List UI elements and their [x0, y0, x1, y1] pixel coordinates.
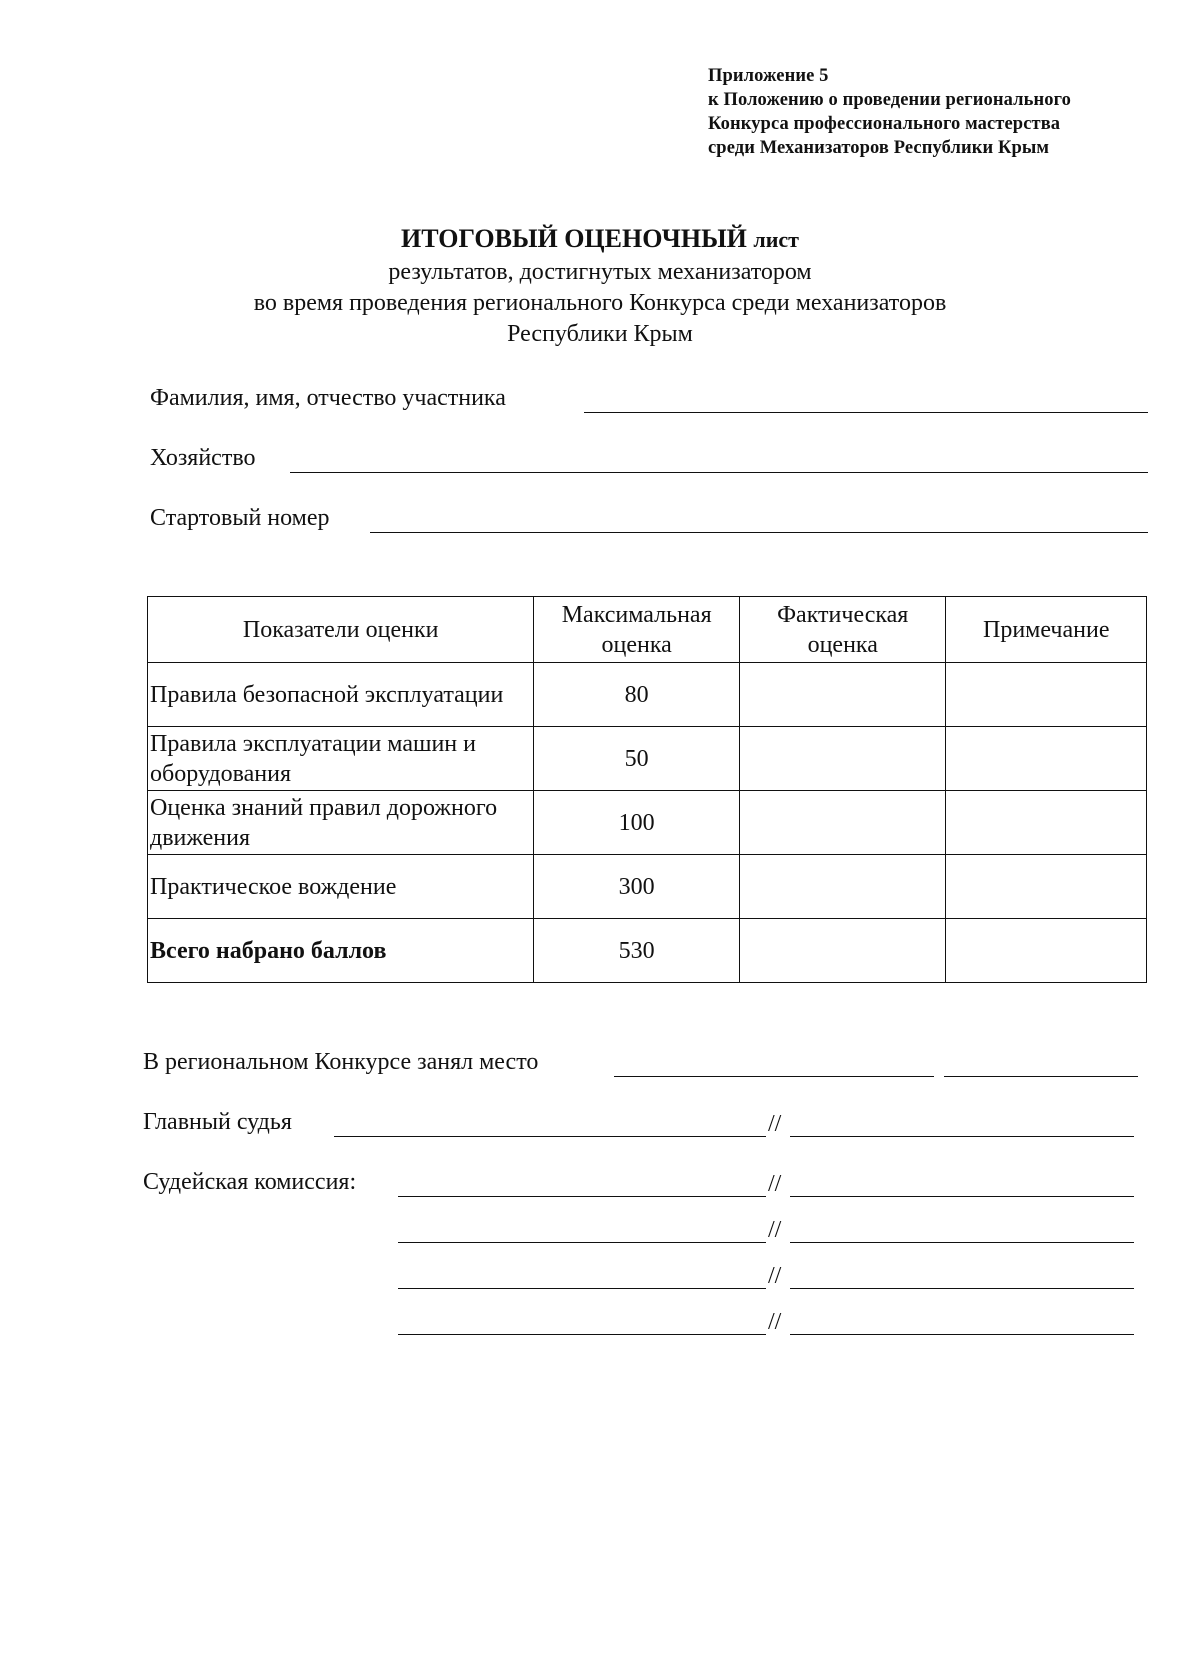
title-main-text: ИТОГОВЫЙ ОЦЕНОЧНЫЙ [401, 224, 747, 253]
commission-name-line-4[interactable] [790, 1334, 1134, 1335]
row-criteria: Оценка знаний правил дорожного движения [148, 791, 534, 855]
total-actual-score[interactable] [739, 919, 945, 983]
row-criteria: Практическое вождение [148, 855, 534, 919]
total-max-score: 530 [534, 919, 740, 983]
appendix-line-3: Конкурса профессионального мастерства [708, 114, 1061, 134]
appendix-note [708, 64, 1071, 160]
commission-separator-2: // [768, 1217, 782, 1243]
row-note[interactable] [946, 727, 1147, 791]
title-line-4: Республики Крым [507, 321, 693, 347]
commission-separator-1: // [768, 1171, 782, 1197]
row-actual-score[interactable] [739, 727, 945, 791]
total-note[interactable] [946, 919, 1147, 983]
row-criteria: Правила безопасной эксплуатации [148, 663, 534, 727]
participant-name-line[interactable] [584, 412, 1148, 413]
place-line-1[interactable] [614, 1076, 934, 1077]
commission-signature-line-3[interactable] [398, 1288, 766, 1289]
total-label: Всего набрано баллов [148, 919, 534, 983]
title-main [0, 222, 1200, 257]
row-actual-score[interactable] [739, 663, 945, 727]
commission-separator-3: // [768, 1263, 782, 1289]
participant-name-label: Фамилия, имя, отчество участника [150, 385, 506, 411]
place-line-2[interactable] [944, 1076, 1138, 1077]
row-note[interactable] [946, 791, 1147, 855]
appendix-line-2: к Положению о проведении регионального [708, 90, 1071, 110]
chief-judge-signature-line[interactable] [334, 1136, 766, 1137]
commission-name-line-1[interactable] [790, 1196, 1134, 1197]
row-actual-score[interactable] [739, 791, 945, 855]
place-label: В региональном Конкурсе занял место [143, 1049, 539, 1075]
row-max-score: 80 [534, 663, 740, 727]
commission-signature-line-1[interactable] [398, 1196, 766, 1197]
row-criteria: Правила эксплуатации машин и оборудования [148, 727, 534, 791]
chief-judge-label: Главный судья [143, 1109, 292, 1135]
table-row [148, 663, 1147, 727]
commission-name-line-3[interactable] [790, 1288, 1134, 1289]
title-main-suffix: лист [753, 227, 799, 252]
commission-signature-line-2[interactable] [398, 1242, 766, 1243]
table-row [148, 727, 1147, 791]
commission-separator-4: // [768, 1309, 782, 1335]
start-number-label: Стартовый номер [150, 505, 330, 531]
table-header-row [148, 597, 1147, 663]
row-note[interactable] [946, 663, 1147, 727]
farm-label: Хозяйство [150, 445, 256, 471]
farm-line[interactable] [290, 472, 1148, 473]
header-actual-score: Фактическая оценка [739, 597, 945, 663]
start-number-line[interactable] [370, 532, 1148, 533]
header-note: Примечание [946, 597, 1147, 663]
title-line-3: во время проведения регионального Конкурса среди механизаторов [253, 290, 947, 316]
document-title [0, 222, 1200, 350]
score-table [147, 596, 1147, 983]
commission-name-line-2[interactable] [790, 1242, 1134, 1243]
title-line-2: результатов, достигнутых механизатором [388, 259, 812, 285]
appendix-line-1: Приложение 5 [708, 66, 829, 86]
row-actual-score[interactable] [739, 855, 945, 919]
header-criteria: Показатели оценки [148, 597, 534, 663]
commission-label: Судейская комиссия: [143, 1169, 357, 1195]
header-max-score: Максимальная оценка [534, 597, 740, 663]
table-row [148, 791, 1147, 855]
row-max-score: 50 [534, 727, 740, 791]
table-row [148, 855, 1147, 919]
row-max-score: 100 [534, 791, 740, 855]
row-max-score: 300 [534, 855, 740, 919]
appendix-line-4: среди Механизаторов Республики Крым [708, 138, 1050, 158]
chief-judge-separator: // [768, 1111, 782, 1137]
chief-judge-name-line[interactable] [790, 1136, 1134, 1137]
table-total-row [148, 919, 1147, 983]
row-note[interactable] [946, 855, 1147, 919]
commission-signature-line-4[interactable] [398, 1334, 766, 1335]
